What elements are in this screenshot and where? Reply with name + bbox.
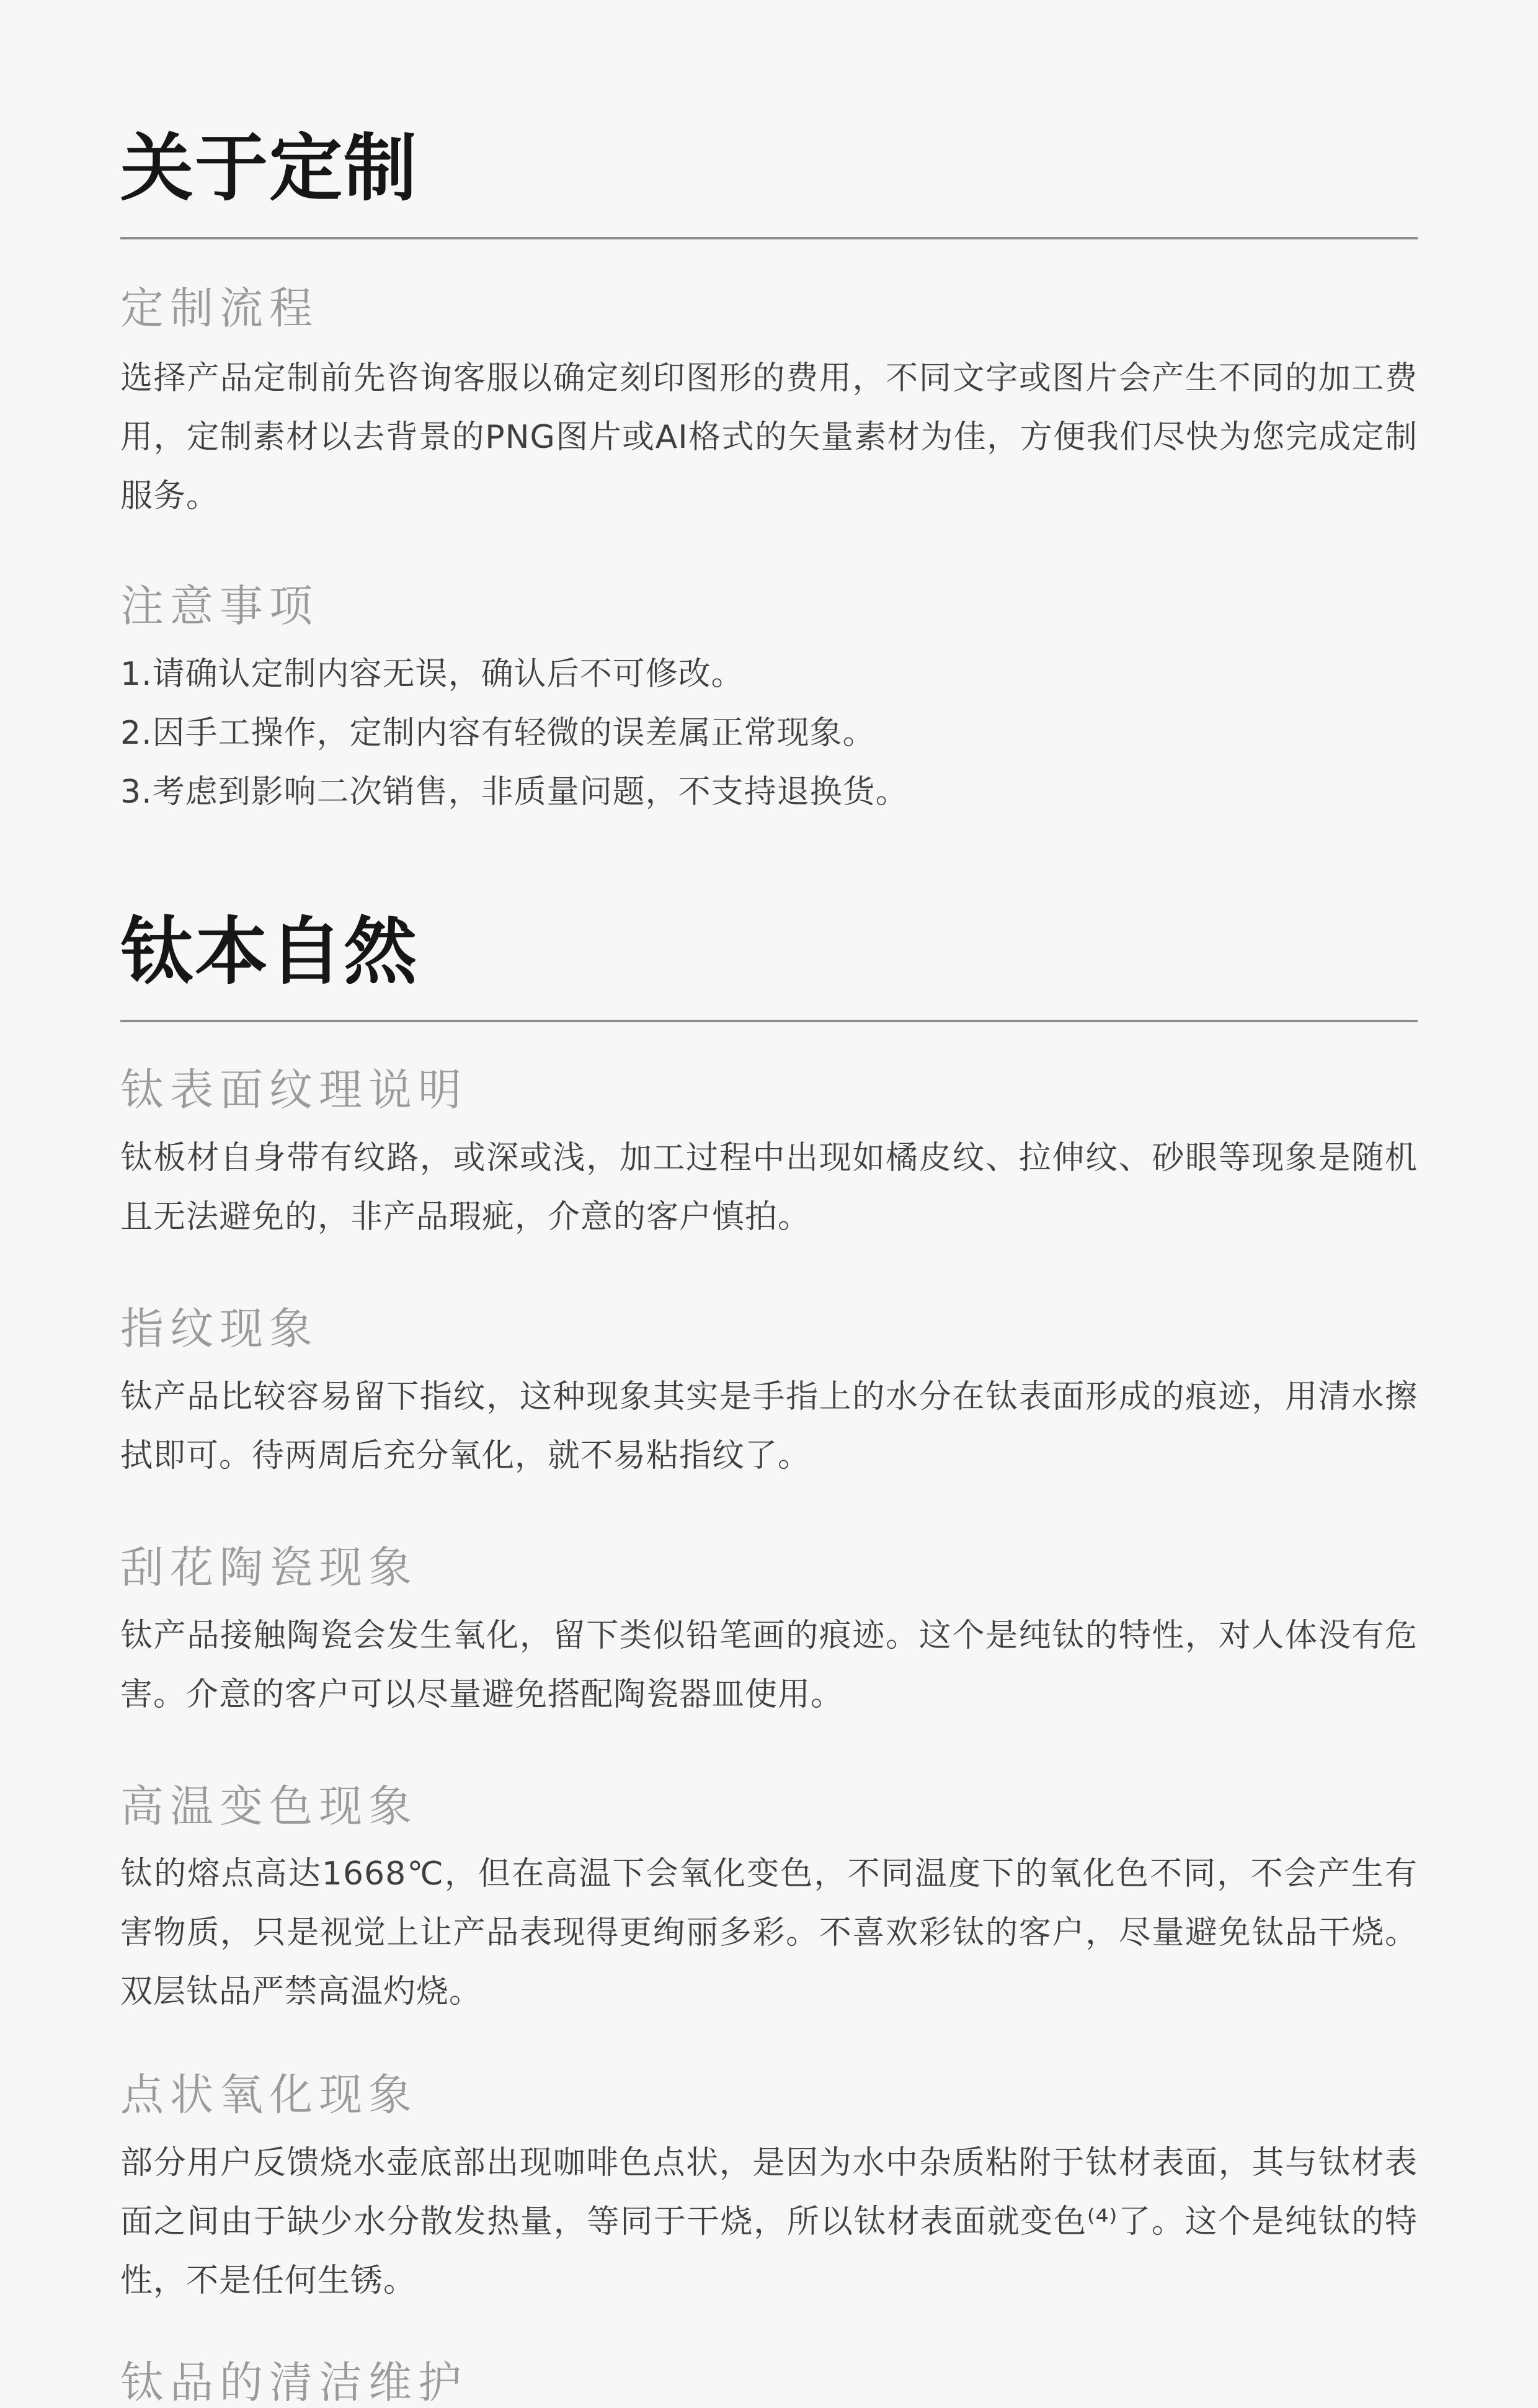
- section-title-titanium-nature: 钛本自然: [120, 908, 419, 994]
- paragraph-spots: 部分用户反馈烧水壶底部出现咖啡色点状，是因为水中杂质粘附于钛材表面，其与钛材表面之间由于缺少水分散发热量，等同于干烧，所以钛材表面就变色⁽⁴⁾了。这个是纯钛的特性，不是任何生锈。: [120, 2144, 1418, 2299]
- section-title-about-custom: 关于定制: [120, 125, 419, 211]
- heading-notes: 注意事项: [120, 581, 319, 631]
- heading-ceramic: 刮花陶瓷现象: [120, 1542, 418, 1593]
- paragraph-custom-process: 选择产品定制前先咨询客服以确定刻印图形的费用，不同文字或图片会产生不同的加工费用，定制素材以去背景的PNG图片或AI格式的矢量素材为佳，方便我们尽快为您完成定制服务。: [120, 360, 1418, 515]
- paragraph-heat: 钛的熔点高达1668℃，但在高温下会氧化变色，不同温度下的氧化色不同，不会产生有害物质，只是视觉上让产品表现得更绚丽多彩。不喜欢彩钛的客户，尽量避免钛品干烧。双层钛品严禁高温灼烧。: [120, 1855, 1418, 2010]
- list-item: 3.考虑到影响二次销售，非质量问题，不支持退换货。: [120, 774, 909, 811]
- list-item: 2.因手工操作，定制内容有轻微的误差属正常现象。: [120, 715, 876, 752]
- list-item: 1.请确认定制内容无误，确认后不可修改。: [120, 656, 744, 693]
- heading-cleaning: 钛品的清洁维护: [120, 2357, 468, 2408]
- heading-spots: 点状氧化现象: [120, 2069, 418, 2120]
- heading-texture: 钛表面纹理说明: [120, 1064, 468, 1115]
- notes-list: [120, 645, 1418, 822]
- section-divider: [120, 1020, 1418, 1022]
- section-divider: [120, 237, 1418, 239]
- heading-fingerprint: 指纹现象: [120, 1303, 319, 1354]
- paragraph-fingerprint: 钛产品比较容易留下指纹，这种现象其实是手指上的水分在钛表面形成的痕迹，用清水擦拭即可。待两周后充分氧化，就不易粘指纹了。: [120, 1378, 1418, 1474]
- paragraph-ceramic: 钛产品接触陶瓷会发生氧化，留下类似铅笔画的痕迹。这个是纯钛的特性，对人体没有危害。介意的客户可以尽量避免搭配陶瓷器皿使用。: [120, 1617, 1418, 1713]
- heading-heat: 高温变色现象: [120, 1781, 418, 1832]
- heading-custom-process: 定制流程: [120, 283, 319, 334]
- paragraph-texture: 钛板材自身带有纹路，或深或浅，加工过程中出现如橘皮纹、拉伸纹、砂眼等现象是随机且无法避免的，非产品瑕疵，介意的客户慎拍。: [120, 1139, 1418, 1236]
